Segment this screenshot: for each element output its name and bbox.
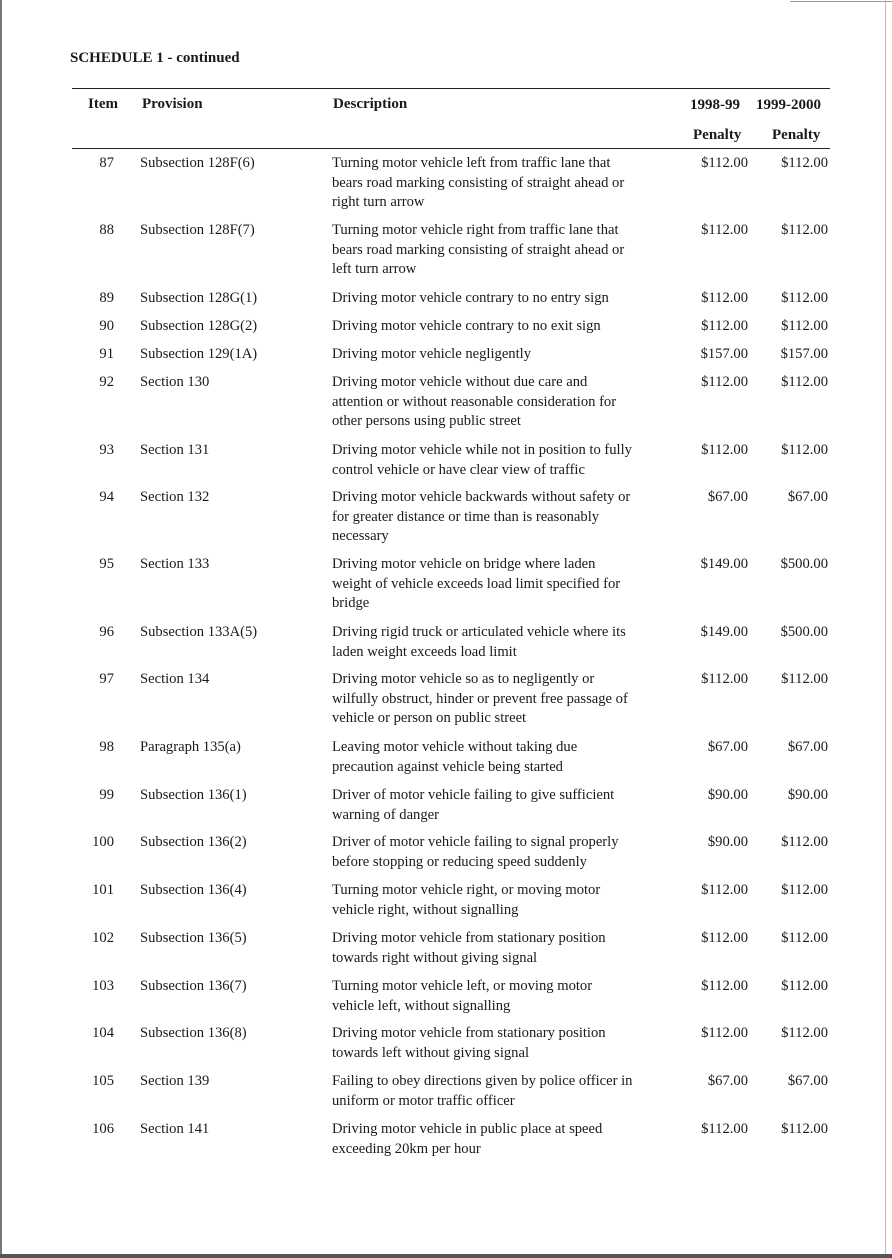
table-top-rule	[72, 88, 830, 89]
item-number: 92	[99, 374, 114, 390]
header-bottom-rule	[72, 148, 830, 149]
description-line: Turning motor vehicle left from traffic lane that	[332, 155, 611, 171]
description-line: precaution against vehicle being started	[332, 758, 563, 775]
description-line: Driving motor vehicle so as to negligently or	[332, 671, 595, 687]
description-cell	[332, 881, 677, 920]
description-cell	[332, 373, 677, 432]
description-line: control vehicle or have clear view of traffic	[332, 461, 585, 478]
description-line: wilfully obstruct, hinder or prevent free passage of	[332, 690, 628, 707]
penalty-1999-2000: $112.00	[781, 442, 828, 458]
provision-cell: Subsection 128F(7)	[140, 222, 255, 238]
provision-cell: Section 141	[140, 1121, 210, 1137]
description-line: left turn arrow	[332, 261, 417, 277]
penalty-1999-2000: $67.00	[787, 489, 828, 505]
item-number: 91	[99, 346, 114, 362]
description-cell	[332, 1120, 677, 1159]
penalty-1998-99: $112.00	[701, 882, 748, 898]
penalty-1999-2000: $112.00	[781, 290, 828, 306]
penalty-1999-2000: $112.00	[781, 930, 828, 946]
provision-cell: Section 130	[140, 374, 210, 390]
description-line: right turn arrow	[332, 194, 425, 210]
description-cell	[332, 555, 677, 614]
header-year-1998-99: 1998-99	[690, 97, 740, 113]
scan-edge-right	[885, 0, 886, 1258]
description-line: Driver of motor vehicle failing to signal properly	[332, 834, 619, 850]
penalty-1998-99: $67.00	[707, 1073, 748, 1089]
penalty-1998-99: $112.00	[701, 222, 748, 238]
provision-cell: Subsection 128G(1)	[140, 290, 258, 306]
provision-cell: Section 134	[140, 671, 210, 687]
description-cell	[332, 833, 677, 872]
provision-cell: Section 133	[140, 556, 210, 572]
description-cell	[332, 154, 677, 213]
description-line: Driving motor vehicle negligently	[332, 346, 531, 362]
description-line: Failing to obey directions given by police officer in	[332, 1073, 633, 1089]
penalty-1998-99: $67.00	[707, 489, 748, 505]
description-line: Driving rigid truck or articulated vehicle where its	[332, 624, 626, 640]
description-line: Driving motor vehicle backwards without safety or	[332, 489, 631, 505]
description-cell	[332, 221, 677, 280]
description-cell	[332, 1024, 677, 1063]
penalty-1999-2000: $112.00	[781, 834, 828, 850]
provision-cell: Subsection 136(5)	[140, 930, 247, 946]
provision-cell: Subsection 128G(2)	[140, 318, 258, 334]
description-line: other persons using public street	[332, 413, 521, 429]
provision-cell: Section 132	[140, 489, 210, 505]
penalty-1998-99: $112.00	[701, 374, 748, 390]
description-cell	[332, 977, 677, 1016]
header-year-1999-2000: 1999-2000	[756, 97, 821, 113]
description-cell	[332, 488, 677, 547]
item-number: 89	[99, 290, 114, 306]
description-line: for greater distance or time than is reasonably	[332, 508, 600, 525]
item-number: 97	[99, 671, 114, 687]
penalty-1999-2000: $112.00	[781, 671, 828, 687]
provision-cell: Subsection 129(1A)	[140, 346, 258, 362]
provision-cell: Subsection 136(4)	[140, 882, 247, 898]
page-title: SCHEDULE 1 - continued	[70, 50, 240, 66]
penalty-1999-2000: $112.00	[781, 882, 828, 898]
description-line: towards left without giving signal	[332, 1044, 529, 1061]
description-line: attention or without reasonable consideration for	[332, 393, 617, 410]
item-number: 98	[99, 739, 114, 755]
description-cell	[332, 670, 677, 729]
penalty-1998-99: $90.00	[707, 834, 748, 850]
penalty-1998-99: $112.00	[701, 290, 748, 306]
description-line: towards right without giving signal	[332, 949, 538, 966]
penalty-1999-2000: $112.00	[781, 1025, 828, 1041]
provision-cell: Section 131	[140, 442, 210, 458]
item-number: 100	[92, 834, 114, 850]
penalty-1999-2000: $112.00	[781, 155, 828, 171]
provision-cell: Section 139	[140, 1073, 210, 1089]
item-number: 87	[99, 155, 114, 171]
penalty-1999-2000: $112.00	[781, 1121, 828, 1137]
header-penalty-1: Penalty	[693, 127, 742, 143]
penalty-1999-2000: $90.00	[787, 787, 828, 803]
header-provision: Provision	[142, 96, 203, 112]
description-line: Driving motor vehicle contrary to no entry sign	[332, 290, 609, 306]
penalty-1998-99: $112.00	[701, 442, 748, 458]
penalty-1998-99: $112.00	[701, 671, 748, 687]
scan-edge-top	[0, 0, 892, 3]
description-line: Driving motor vehicle contrary to no exit sign	[332, 318, 601, 334]
description-cell	[332, 1072, 677, 1111]
description-cell	[332, 738, 677, 777]
item-number: 105	[92, 1073, 114, 1089]
item-number: 102	[92, 930, 114, 946]
provision-cell: Paragraph 135(a)	[140, 739, 241, 755]
penalty-1998-99: $112.00	[701, 1025, 748, 1041]
item-number: 93	[99, 442, 114, 458]
header-item: Item	[88, 96, 118, 112]
header-description: Description	[333, 96, 408, 112]
penalty-1999-2000: $112.00	[781, 222, 828, 238]
header-penalty-2: Penalty	[772, 127, 821, 143]
description-line: Driving motor vehicle on bridge where laden	[332, 556, 596, 572]
scan-edge-left	[0, 0, 2, 1258]
description-cell	[332, 317, 677, 337]
description-cell	[332, 786, 677, 825]
item-number: 101	[92, 882, 114, 898]
scan-edge-bottom	[0, 1254, 892, 1258]
description-line: bridge	[332, 595, 370, 611]
penalty-1998-99: $149.00	[700, 556, 748, 572]
description-line: Driving motor vehicle from stationary position	[332, 1025, 606, 1041]
description-line: Driving motor vehicle from stationary position	[332, 930, 606, 946]
provision-cell: Subsection 133A(5)	[140, 624, 258, 640]
description-line: necessary	[332, 528, 389, 544]
description-line: Driver of motor vehicle failing to give sufficient	[332, 787, 615, 803]
description-line: bears road marking consisting of straight ahead or	[332, 241, 625, 258]
penalty-1998-99: $67.00	[707, 739, 748, 755]
item-number: 104	[92, 1025, 114, 1041]
description-line: before stopping or reducing speed suddenly	[332, 853, 587, 870]
provision-cell: Subsection 136(2)	[140, 834, 247, 850]
description-line: warning of danger	[332, 806, 439, 823]
description-line: Turning motor vehicle right, or moving motor	[332, 882, 601, 898]
penalty-1999-2000: $112.00	[781, 374, 828, 390]
penalty-1999-2000: $112.00	[781, 978, 828, 994]
penalty-1998-99: $149.00	[700, 624, 748, 640]
penalty-1999-2000: $500.00	[780, 624, 828, 640]
item-number: 90	[99, 318, 114, 334]
penalty-1998-99: $90.00	[707, 787, 748, 803]
provision-cell: Subsection 128F(6)	[140, 155, 255, 171]
item-number: 103	[92, 978, 114, 994]
description-line: Turning motor vehicle right from traffic lane that	[332, 222, 619, 238]
description-cell	[332, 623, 677, 662]
description-line: vehicle right, without signalling	[332, 901, 519, 918]
description-cell	[332, 929, 677, 968]
description-line: Driving motor vehicle in public place at speed	[332, 1121, 603, 1137]
item-number: 99	[99, 787, 114, 803]
provision-cell: Subsection 136(1)	[140, 787, 247, 803]
provision-cell: Subsection 136(8)	[140, 1025, 247, 1041]
description-line: weight of vehicle exceeds load limit specified for	[332, 575, 621, 592]
item-number: 106	[92, 1121, 114, 1137]
description-line: vehicle or person on public street	[332, 710, 527, 726]
provision-cell: Subsection 136(7)	[140, 978, 247, 994]
penalty-1999-2000: $67.00	[787, 739, 828, 755]
penalty-1998-99: $157.00	[700, 346, 748, 362]
description-line: laden weight exceeds load limit	[332, 643, 517, 660]
description-line: exceeding 20km per hour	[332, 1140, 481, 1157]
penalty-1998-99: $112.00	[701, 978, 748, 994]
description-line: Turning motor vehicle left, or moving motor	[332, 978, 593, 994]
penalty-1999-2000: $67.00	[787, 1073, 828, 1089]
description-line: Driving motor vehicle without due care and	[332, 374, 588, 390]
description-cell	[332, 441, 677, 480]
description-line: Leaving motor vehicle without taking due	[332, 739, 578, 755]
item-number: 95	[99, 556, 114, 572]
description-cell	[332, 345, 677, 365]
penalty-1999-2000: $157.00	[780, 346, 828, 362]
item-number: 94	[99, 489, 114, 505]
description-line: Driving motor vehicle while not in position to fully	[332, 442, 632, 458]
penalty-1998-99: $112.00	[701, 930, 748, 946]
item-number: 96	[99, 624, 114, 640]
penalty-1998-99: $112.00	[701, 1121, 748, 1137]
description-cell	[332, 289, 677, 309]
penalty-1998-99: $112.00	[701, 318, 748, 334]
description-line: uniform or motor traffic officer	[332, 1092, 515, 1109]
penalty-1999-2000: $112.00	[781, 318, 828, 334]
penalty-1999-2000: $500.00	[780, 556, 828, 572]
penalty-1998-99: $112.00	[701, 155, 748, 171]
description-line: vehicle left, without signalling	[332, 997, 511, 1014]
description-line: bears road marking consisting of straight ahead or	[332, 174, 625, 191]
item-number: 88	[99, 222, 114, 238]
